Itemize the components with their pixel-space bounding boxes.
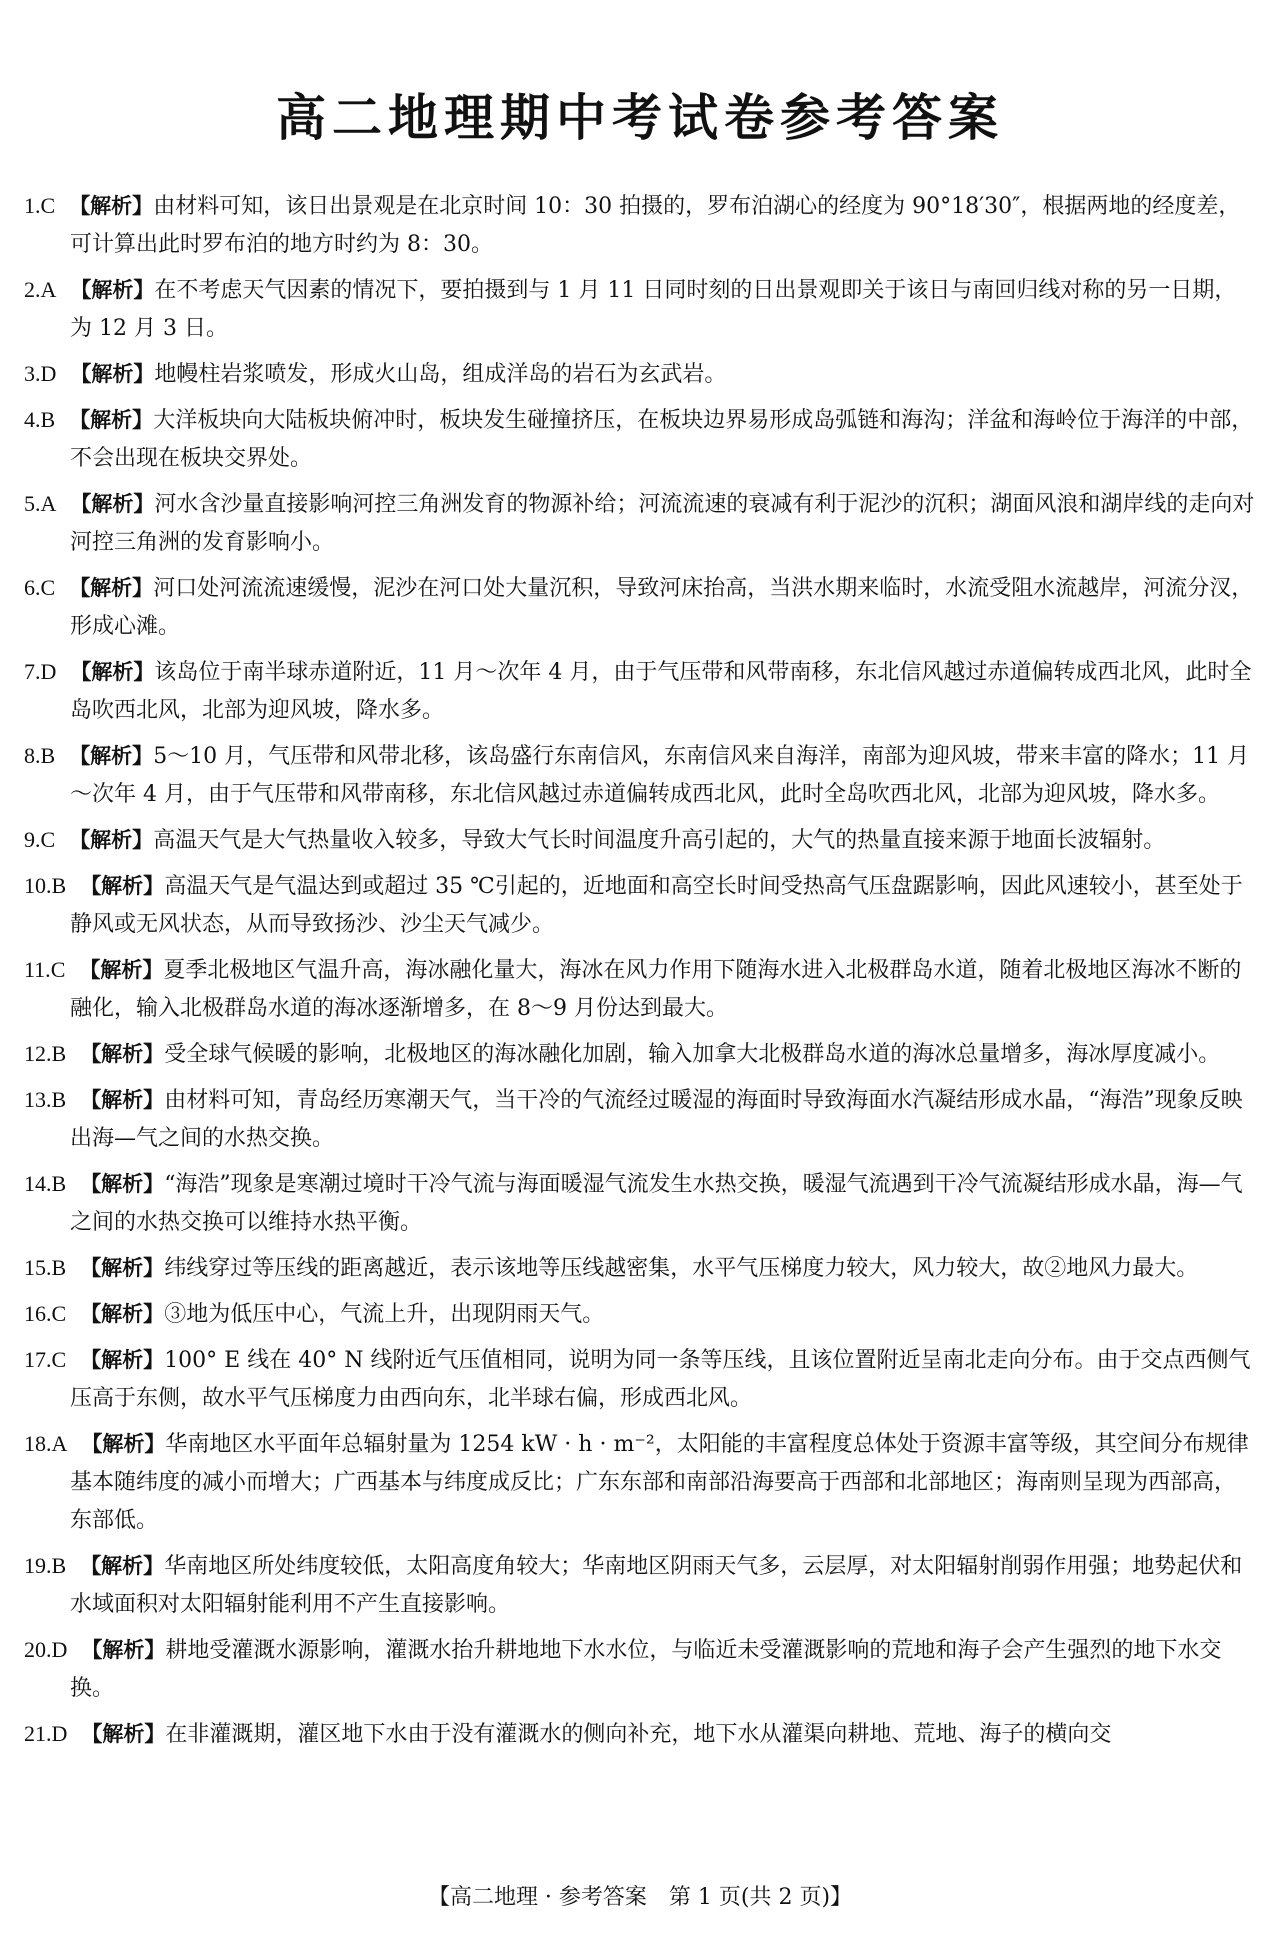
question-number: 5. [24, 491, 41, 516]
answer-choice: A [40, 491, 57, 516]
answer-choice: D [40, 361, 57, 386]
answer-item [24, 1715, 1256, 1754]
answer-item [24, 1341, 1256, 1418]
analysis-text: 5～10 月，气压带和风带北移，该岛盛行东南信风，东南信风来自海洋，南部为迎风坡，带来丰富的降水；11 月～次年 4 月，由于气压带和风带南移，东北信风越过赤道偏转成西北风，此时全岛吹西北风，北部为迎风坡，降水多。 [70, 744, 1250, 807]
question-number: 11. [24, 957, 51, 982]
answer-choice: C [50, 957, 66, 982]
analysis-tag: 【解析】 [70, 660, 155, 684]
question-number: 8. [24, 743, 41, 768]
question-number: 9. [24, 827, 41, 852]
page-title: 高二地理期中考试卷参考答案 [276, 89, 1004, 147]
analysis-text: 夏季北极地区气温升高，海冰融化量大，海冰在风力作用下随海水进入北极群岛水道，随着北极地区海冰不断的融化，输入北极群岛水道的海冰逐渐增多，在 8～9 月份达到最大。 [70, 958, 1242, 1021]
question-number: 20. [24, 1637, 52, 1662]
analysis-text: 纬线穿过等压线的距离越近，表示该地等压线越密集，水平气压梯度力较大，风力较大，故②地风力最大。 [164, 1256, 1199, 1281]
analysis-tag: 【解析】 [80, 1348, 165, 1372]
question-number: 12. [24, 1041, 52, 1066]
analysis-tag: 【解析】 [70, 362, 155, 386]
question-number: 21. [24, 1721, 52, 1746]
question-number: 17. [24, 1347, 52, 1372]
analysis-text: 高温天气是大气热量收入较多，导致大气长时间温度升高引起的，大气的热量直接来源于地面长波辐射。 [153, 828, 1166, 853]
question-number: 6. [24, 575, 41, 600]
answer-item [24, 485, 1256, 562]
answer-choice: B [51, 873, 67, 898]
analysis-tag: 【解析】 [80, 1042, 165, 1066]
analysis-text: 在不考虑天气因素的情况下，要拍摄到与 1 月 11 日同时刻的日出景观即关于该日与南回归线对称的另一日期，为 12 月 3 日。 [70, 278, 1237, 341]
answer-item [24, 1165, 1256, 1242]
answer-choice: D [40, 659, 57, 684]
answer-item [24, 1547, 1256, 1624]
answer-choice: B [51, 1171, 67, 1196]
analysis-text: 大洋板块向大陆板块俯冲时，板块发生碰撞挤压，在板块边界易形成岛弧链和海沟；洋盆和海岭位于海洋的中部，不会出现在板块交界处。 [70, 408, 1254, 471]
answer-item [24, 951, 1256, 1028]
question-number: 18. [24, 1431, 52, 1456]
analysis-text: 受全球气候暖的影响，北极地区的海冰融化加剧，输入加拿大北极群岛水道的海冰总量增多，海冰厚度减小。 [164, 1042, 1221, 1067]
answer-choice: C [40, 575, 56, 600]
answer-choice: B [40, 743, 56, 768]
analysis-text: 华南地区水平面年总辐射量为 1254 kW · h · m⁻²，太阳能的丰富程度总体处于资源丰富等级，其空间分布规律基本随纬度的减小而增大；广西基本与纬度成反比；广东东部和南部沿海要高于西部和北部地区；海南则呈现为西部高，东部低。 [70, 1432, 1249, 1533]
answer-item [24, 821, 1256, 860]
analysis-text: 华南地区所处纬度较低，太阳高度角较大；华南地区阴雨天气多，云层厚，对太阳辐射削弱作用强；地势起伏和水域面积对太阳辐射能利用不产生直接影响。 [70, 1554, 1243, 1617]
analysis-text: 由材料可知，青岛经历寒潮天气，当干冷的气流经过暖湿的海面时导致海面水汽凝结形成水晶，“海浩”现象反映出海—气之间的水热交换。 [70, 1088, 1243, 1151]
analysis-tag: 【解析】 [70, 492, 155, 516]
analysis-text: 100° E 线在 40° N 线附近气压值相同，说明为同一条等压线，且该位置附近呈南北走向分布。由于交点西侧气压高于东侧，故水平气压梯度力由西向东，北半球右偏，形成西北风。 [70, 1348, 1251, 1411]
answer-item [24, 271, 1256, 348]
analysis-text: ③地为低压中心，气流上升，出现阴雨天气。 [164, 1302, 605, 1327]
answer-item [24, 1249, 1256, 1288]
answer-choice: A [40, 277, 57, 302]
page-footer: 【高二地理 · 参考答案 第 1 页(共 2 页)】 [427, 1885, 853, 1910]
answer-choice: C [40, 193, 56, 218]
analysis-text: “海浩”现象是寒潮过境时干冷气流与海面暖湿气流发生水热交换，暖湿气流遇到干冷气流凝结形成水晶，海—气之间的水热交换可以维持水热平衡。 [70, 1172, 1243, 1235]
answer-choice: B [51, 1255, 67, 1280]
answer-item [24, 1035, 1256, 1074]
analysis-tag: 【解析】 [80, 1172, 165, 1196]
answer-choice: B [51, 1041, 67, 1066]
analysis-tag: 【解析】 [81, 1432, 166, 1456]
question-number: 1. [24, 193, 41, 218]
answer-item [24, 1425, 1256, 1540]
answer-item [24, 1295, 1256, 1334]
question-number: 2. [24, 277, 41, 302]
analysis-text: 河水含沙量直接影响河控三角洲发育的物源补给；河流流速的衰减有利于泥沙的沉积；湖面风浪和湖岸线的走向对河控三角洲的发育影响小。 [70, 492, 1255, 555]
answer-choice: A [51, 1431, 68, 1456]
question-number: 14. [24, 1171, 52, 1196]
question-number: 4. [24, 407, 41, 432]
answer-choice: C [40, 827, 56, 852]
answer-choice: B [51, 1087, 67, 1112]
question-number: 10. [24, 873, 52, 898]
analysis-tag: 【解析】 [69, 576, 154, 600]
answer-item [24, 569, 1256, 646]
answer-choice: C [51, 1347, 67, 1372]
analysis-tag: 【解析】 [81, 1722, 166, 1746]
analysis-tag: 【解析】 [80, 874, 165, 898]
analysis-text: 在非灌溉期，灌区地下水由于没有灌溉水的侧向补充，地下水从灌渠向耕地、荒地、海子的横向交 [165, 1722, 1112, 1747]
question-number: 3. [24, 361, 41, 386]
question-number: 19. [24, 1553, 52, 1578]
analysis-tag: 【解析】 [80, 1554, 165, 1578]
answer-choice: B [40, 407, 56, 432]
question-number: 15. [24, 1255, 52, 1280]
answer-item [24, 867, 1256, 944]
analysis-tag: 【解析】 [80, 1256, 165, 1280]
analysis-text: 河口处河流流速缓慢，泥沙在河口处大量沉积，导致河床抬高，当洪水期来临时，水流受阻水流越岸，河流分汊，形成心滩。 [70, 576, 1254, 639]
answer-item [24, 1081, 1256, 1158]
answer-item [24, 355, 1256, 394]
analysis-tag: 【解析】 [69, 828, 154, 852]
answer-item [24, 653, 1256, 730]
analysis-tag: 【解析】 [69, 744, 154, 768]
answer-choice: D [51, 1721, 68, 1746]
question-number: 7. [24, 659, 41, 684]
analysis-text: 该岛位于南半球赤道附近，11 月～次年 4 月，由于气压带和风带南移，东北信风越过赤道偏转成西北风，此时全岛吹西北风，北部为迎风坡，降水多。 [70, 660, 1252, 723]
analysis-text: 高温天气是气温达到或超过 35 ℃引起的，近地面和高空长时间受热高气压盘踞影响，因此风速较小，甚至处于静风或无风状态，从而导致扬沙、沙尘天气减少。 [70, 874, 1243, 937]
question-number: 13. [24, 1087, 52, 1112]
analysis-tag: 【解析】 [81, 1638, 166, 1662]
analysis-text: 地幔柱岩浆喷发，形成火山岛，组成洋岛的岩石为玄武岩。 [154, 362, 727, 387]
analysis-tag: 【解析】 [69, 408, 154, 432]
answer-item [24, 401, 1256, 478]
answer-item [24, 1631, 1256, 1708]
analysis-tag: 【解析】 [70, 278, 155, 302]
answer-item [24, 737, 1256, 814]
analysis-text: 耕地受灌溉水源影响，灌溉水抬升耕地地下水水位，与临近未受灌溉影响的荒地和海子会产生强烈的地下水交换。 [70, 1638, 1222, 1701]
analysis-tag: 【解析】 [80, 1302, 165, 1326]
answer-item [24, 187, 1256, 264]
analysis-text: 由材料可知，该日出景观是在北京时间 10：30 拍摄的，罗布泊湖心的经度为 90°18′30″，根据两地的经度差，可计算出此时罗布泊的地方时约为 8：30。 [70, 194, 1241, 257]
answer-choice: D [51, 1637, 68, 1662]
question-number: 16. [24, 1301, 52, 1326]
analysis-tag: 【解析】 [69, 194, 154, 218]
answer-choice: C [51, 1301, 67, 1326]
answer-choice: B [51, 1553, 67, 1578]
analysis-tag: 【解析】 [79, 958, 164, 982]
analysis-tag: 【解析】 [80, 1088, 165, 1112]
answer-list [24, 187, 1256, 1761]
